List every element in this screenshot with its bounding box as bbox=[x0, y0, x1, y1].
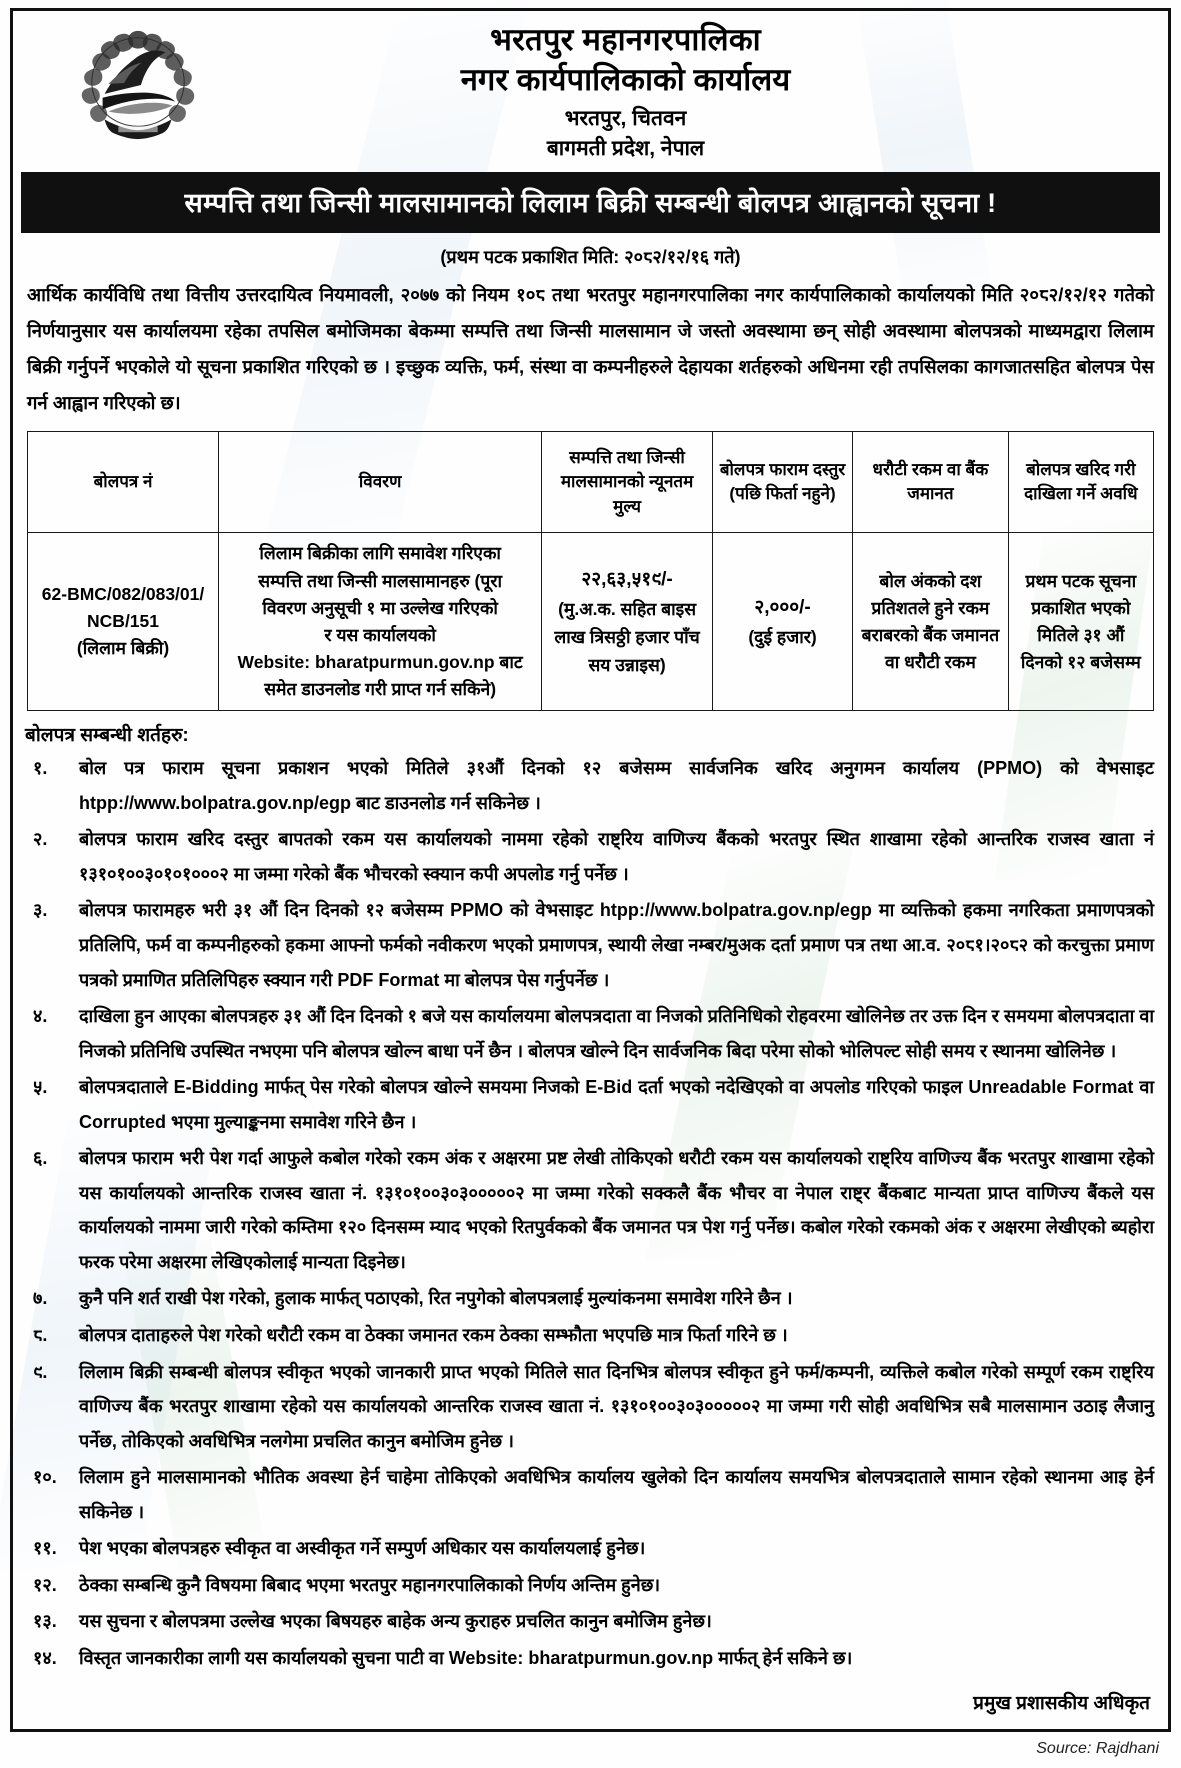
notice-frame bbox=[10, 8, 1171, 1732]
term-text: लिलाम बिक्री सम्बन्धी बोलपत्र स्वीकृत भएको जानकारी प्राप्त भएको मितिले सात दिनभित्र बोलपत्र स्वीकृत हुने फर्म/कम्पनी, व्यक्तिले कबोल गरेको सम्पूर्ण रकम राष्ट्रिय वाणिज्य बैंक भरतपुर शाखामा रहेको यस कार्यालयको आन्तरिक राजस्व खाता नं. १३१०१००३०३०००००२ मा जम्मा गरी सोही अवधिभित्र सबै मालसामान उठाइ लैजानु पर्नेछ, तोकिएको अवधिभित्र नलगेमा प्रचलित कानुन बमोजिम हुनेछ । bbox=[79, 1361, 1154, 1451]
term-item bbox=[27, 1531, 1154, 1566]
conditions-heading: बोलपत्र सम्बन्धी शर्तहरु: bbox=[25, 725, 189, 747]
intro-paragraph: आर्थिक कार्यविधि तथा वित्तीय उत्तरदायित्व नियमावली, २०७७ को नियम १०८ तथा भरतपुर महानगरपालिका नगर कार्यपालिकाको कार्यालयको मिति २०८२/१२/१२ गतेको निर्णयानुसार यस कार्यालयमा रहेका तपसिल बमोजिमका बेकम्मा सम्पत्ति तथा जिन्सी मालसामान जे जस्तो अवस्थामा छन् सोही अवस्थामा बोलपत्रको माध्यमद्वारा लिलाम बिक्री गर्नुपर्ने भएकोले यो सूचना प्रकाशित गरिएको छ । इच्छुक व्यक्ति, फर्म, संस्था वा कम्पनीहरुले देहायका शर्तहरुको अधिनमा रही तपसिलका कागजातसहित बोलपत्र पेस गर्न आह्वान गरिएको छ। bbox=[27, 284, 1154, 414]
bid-details-table bbox=[27, 431, 1154, 711]
term-text: दाखिला हुन आएका बोलपत्रहरु ३१ औं दिन दिनको १ बजे यस कार्यालयमा बोलपत्रदाता वा निजको प्रतिनिधिको रोहवरमा खोलिनेछ तर उक्त दिन र समयमा बोलपत्रदाता वा निजको प्रतिनिधि उपस्थित नभएमा पनि बोलपत्र खोल्न बाधा पर्ने छैन । बोलपत्र खोल्ने दिन सार्वजनिक बिदा परेमा सोको भोलिपल्ट सोही समय र स्थानमा खोलिनेछ । bbox=[79, 1006, 1154, 1061]
term-item bbox=[27, 1641, 1154, 1676]
col-header-period: बोलपत्र खरिद गरी दाखिला गर्ने अवधि bbox=[1008, 432, 1153, 533]
term-number: ३. bbox=[33, 900, 48, 921]
term-item bbox=[27, 893, 1154, 997]
term-text: बोल पत्र फाराम सूचना प्रकाशन भएको मितिले ३१औं दिनको १२ बजेसम्म सार्वजनिक खरिद अनुगमन कार्यालय (PPMO) को वेभसाइट htpp://www.bolpatra.gov.np/egp बाट डाउनलोड गर्न सकिनेछ । bbox=[79, 758, 1154, 813]
term-item bbox=[27, 1281, 1154, 1316]
term-item bbox=[27, 1568, 1154, 1603]
table-header-row bbox=[28, 432, 1154, 533]
term-number: १४. bbox=[33, 1647, 57, 1668]
term-text: लिलाम हुने मालसामानको भौतिक अवस्था हेर्न चाहेमा तोकिएको अवधिभित्र कार्यालय खुलेको दिन कार्यालय समयभित्र बोलपत्रदाताले सामान रहेको स्थानमा आइ हेर्न सकिनेछ । bbox=[79, 1467, 1154, 1522]
term-item bbox=[27, 999, 1154, 1068]
term-number: ८. bbox=[33, 1324, 48, 1345]
term-item bbox=[27, 1355, 1154, 1459]
desc-line2: सम्पत्ति तथा जिन्सी मालसामानहरु (पूरा bbox=[258, 570, 503, 591]
term-number: १२. bbox=[33, 1574, 57, 1595]
desc-line4: र यस कार्यालयको bbox=[324, 624, 436, 645]
org-name-line2: नगर कार्यपालिकाको कार्यालय bbox=[460, 61, 791, 97]
minimum-value-words: (मु.अ.क. सहित बाइस लाख त्रिसठ्ठी हजार पाँच सय उन्नाइस) bbox=[554, 598, 700, 675]
term-number: ११. bbox=[33, 1538, 57, 1559]
term-item bbox=[27, 1604, 1154, 1639]
term-item bbox=[27, 1070, 1154, 1139]
term-text: विस्तृत जानकारीका लागी यस कार्यालयको सुचना पाटी वा Website: bharatpurmun.gov.np मार्फत् हेर्न सकिने छ। bbox=[79, 1647, 853, 1668]
term-text: ठेक्का सम्बन्धि कुनै विषयमा बिबाद भएमा भरतपुर महानगरपालिकाको निर्णय अन्तिम हुनेछ। bbox=[79, 1574, 661, 1595]
desc-line5-website: Website: bharatpurmun.gov.np बाट bbox=[237, 651, 523, 672]
term-number: ९. bbox=[33, 1361, 48, 1382]
term-number: १३. bbox=[33, 1611, 57, 1632]
terms-list bbox=[27, 751, 1154, 1675]
cell-bid-number bbox=[28, 533, 219, 711]
signatory-title: प्रमुख प्रशासकीय अधिकृत bbox=[973, 1693, 1150, 1715]
cell-minimum-value bbox=[542, 533, 713, 711]
term-item bbox=[27, 1318, 1154, 1353]
org-location-line: भरतपुर, चितवन bbox=[564, 106, 687, 130]
col-header-form-fee: बोलपत्र फाराम दस्तुर (पछि फिर्ता नहुने) bbox=[712, 432, 852, 533]
publication-date: (प्रथम पटक प्रकाशित मिति: २०८२/१२/१६ गते) bbox=[440, 247, 741, 268]
cell-form-fee bbox=[712, 533, 852, 711]
term-number: ७. bbox=[33, 1288, 48, 1309]
col-header-deposit: धरौटी रकम वा बैंक जमानत bbox=[853, 432, 1008, 533]
cell-deposit: बोल अंकको दश प्रतिशतले हुने रकम बराबरको बैंक जमानत वा धरौटी रकम bbox=[853, 533, 1008, 711]
organization-names bbox=[263, 21, 1168, 162]
desc-line3: विवरण अनुसूची १ मा उल्लेख गरिएको bbox=[262, 597, 498, 618]
term-number: २. bbox=[33, 829, 48, 850]
minimum-value-amount: २२,६३,५१९/- bbox=[581, 569, 673, 591]
term-number: १. bbox=[33, 758, 48, 779]
term-number: ४. bbox=[33, 1006, 48, 1027]
term-text: बोलपत्र फारामहरु भरी ३१ औं दिन दिनको १२ बजेसम्म PPMO को वेभसाइट htpp://www.bolpatra.gov.np/egp मा व्यक्तिको हकमा नगरिकता प्रमाणपत्रको प्रतिलिपि, फर्म वा कम्पनीहरुको हकमा आफ्नो फर्मको नवीकरण भएको प्रमाणपत्र, स्थायी लेखा नम्बर/मुअक दर्ता प्रमाण पत्र तथा आ.व. २०८१।२०८२ को करचुक्ता प्रमाण पत्रको प्रमाणित प्रतिलिपिहरु स्क्यान गरी PDF Format मा बोलपत्र पेस गर्नुपर्नेछ । bbox=[79, 900, 1154, 990]
bid-number-line1: 62-BMC/082/083/01/ bbox=[41, 584, 205, 605]
source-credit: Source: Rajdhani bbox=[1036, 1740, 1159, 1758]
term-number: १०. bbox=[33, 1467, 57, 1488]
bid-number-line3: (लिलाम बिक्री) bbox=[76, 638, 170, 659]
form-fee-words: (दुई हजार) bbox=[748, 626, 817, 647]
col-header-bid-no: बोलपत्र नं bbox=[28, 432, 219, 533]
term-text: कुनै पनि शर्त राखी पेश गरेको, हुलाक मार्फत् पठाएको, रित नपुगेको बोलपत्रलाई मुल्यांकनमा समावेश गरिने छैन । bbox=[79, 1288, 793, 1309]
cell-description bbox=[219, 533, 542, 711]
term-text: पेश भएका बोलपत्रहरु स्वीकृत वा अस्वीकृत गर्ने सम्पुर्ण अधिकार यस कार्यालयलाई हुनेछ। bbox=[79, 1538, 646, 1559]
term-number: ५. bbox=[33, 1077, 48, 1098]
org-name-line1: भरतपुर महानगरपालिका bbox=[490, 22, 761, 57]
term-item bbox=[27, 1141, 1154, 1279]
table-row bbox=[28, 533, 1154, 711]
term-item bbox=[27, 751, 1154, 820]
cell-period: प्रथम पटक सूचना प्रकाशित भएको मितिले ३१ औं दिनको १२ बजेसम्म bbox=[1008, 533, 1153, 711]
desc-line6: समेत डाउनलोड गरी प्राप्त गर्न सकिने) bbox=[264, 679, 497, 700]
term-text: बोलपत्र फाराम भरी पेश गर्दा आफुले कबोल गरेको रकम अंक र अक्षरमा प्रष्ट लेखी तोकिएको धरौटी रकम यस कार्यालयको राष्ट्रिय वाणिज्य बैंक भरतपुर शाखामा रहेको यस कार्यालयको आन्तरिक राजस्व खाता नं. १३१०१००३०३०००००२ मा जम्मा गरेको सक्कलै बैंक भौचर वा नेपाल राष्ट्र बैंकबाट मान्यता प्राप्त वाणिज्य बैंकले यस कार्यालयको नाममा जारी गरेको कम्तिमा १२० दिनसम्म म्याद भएको रितपुर्वकको बैंक जमानत पत्र पेश गर्नु पर्नेछ। कबोल गरेको रकमको अंक र अक्षरमा लेखीएको ब्यहोरा फरक परेमा अक्षरमा लेखिएकोलाई मान्यता दिइनेछ। bbox=[79, 1148, 1154, 1272]
term-text: बोलपत्र दाताहरुले पेश गरेको धरौटी रकम वा ठेक्का जमानत रकम ठेक्का सम्झौता भएपछि मात्र फिर्ता गरिने छ । bbox=[79, 1324, 788, 1345]
col-header-min-value: सम्पत्ति तथा जिन्सी मालसामानको न्यूनतम मुल्य bbox=[542, 432, 713, 533]
bid-number-line2: NCB/151 bbox=[87, 611, 160, 632]
term-item bbox=[27, 1460, 1154, 1529]
masthead bbox=[13, 11, 1168, 166]
nepal-government-emblem-icon bbox=[79, 25, 197, 145]
term-number: ६. bbox=[33, 1148, 48, 1169]
term-text: बोलपत्र फाराम खरिद दस्तुर बापतको रकम यस कार्यालयको नाममा रहेको राष्ट्रिय वाणिज्य बैंकको भरतपुर स्थित शाखामा रहेको आन्तरिक राजस्व खाता नं १३१०१००३०१०१०००२ मा जम्मा गरेको बैंक भौचरको स्क्यान कपी अपलोड गर्नु पर्नेछ । bbox=[79, 829, 1154, 884]
form-fee-amount: २,०००/- bbox=[754, 597, 811, 619]
desc-line1: लिलाम बिक्रीका लागि समावेश गरिएका bbox=[259, 543, 501, 564]
emblem-container bbox=[13, 21, 263, 145]
col-header-description: विवरण bbox=[219, 432, 542, 533]
term-item bbox=[27, 822, 1154, 891]
notice-title-bar: सम्पत्ति तथा जिन्सी मालसामानको लिलाम बिक्री सम्बन्धी बोलपत्र आह्वानको सूचना ! bbox=[21, 172, 1160, 233]
term-text: बोलपत्रदाताले E-Bidding मार्फत् पेस गरेको बोलपत्र खोल्ने समयमा निजको E-Bid दर्ता भएको नदेखिएको वा अपलोड गरिएको फाइल Unreadable Format वा Corrupted भएमा मुल्याङ्कनमा समावेश गरिने छैन । bbox=[79, 1077, 1154, 1132]
term-text: यस सुचना र बोलपत्रमा उल्लेख भएका बिषयहरु बाहेक अन्य कुराहरु प्रचलित कानुन बमोजिम हुनेछ। bbox=[79, 1611, 712, 1632]
org-province-line: बागमती प्रदेश, नेपाल bbox=[546, 136, 705, 160]
